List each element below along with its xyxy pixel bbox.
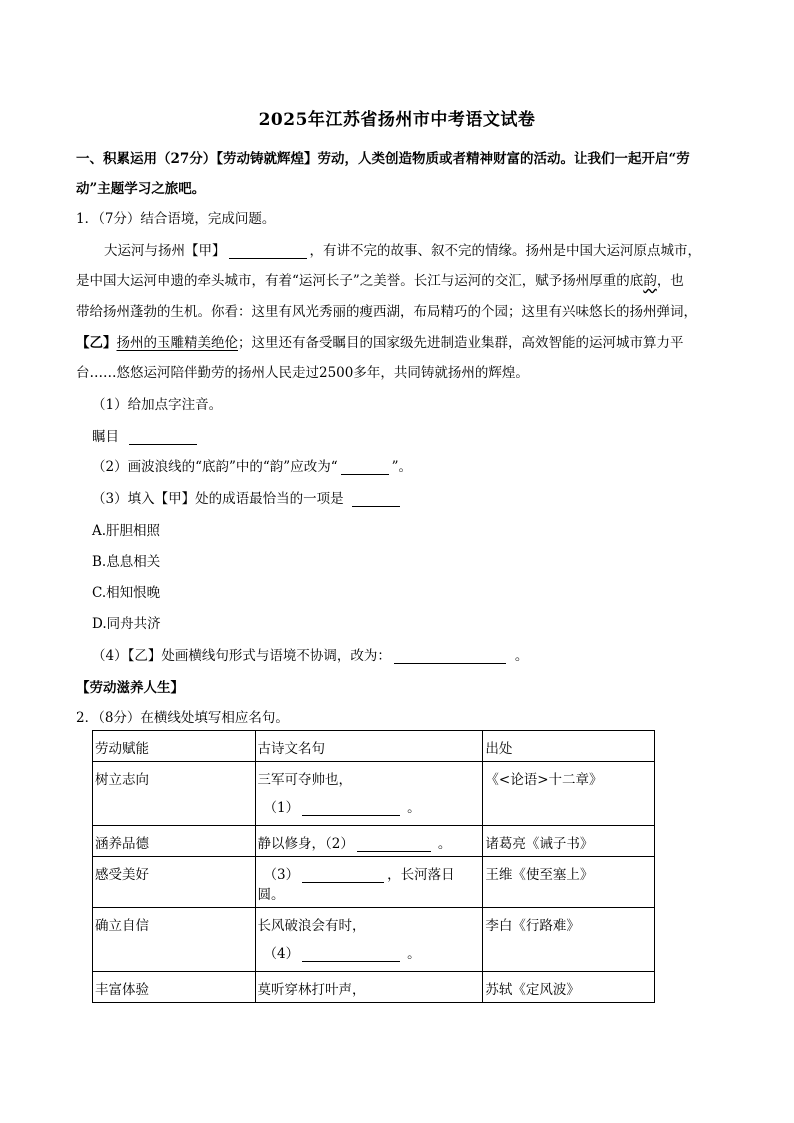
row3-poem: [255, 857, 483, 908]
passage-line-4: [76, 331, 684, 351]
row4-line2b: 。: [407, 946, 421, 962]
row1-line2: [258, 796, 481, 816]
q2-stem: 2．（8分）在横线处填写相应名句。: [76, 710, 289, 726]
blank-poem-1[interactable]: [302, 801, 400, 816]
blank-pinyin[interactable]: [129, 430, 197, 445]
row4-line2: [258, 942, 481, 962]
row4-source: 李白《行路难》: [483, 908, 655, 972]
passage-line-2: [76, 269, 684, 289]
table-header-row: [93, 731, 655, 762]
passage-line-5: 台……悠悠运河陪伴勤劳的扬州人民走过2500多年，共同铸就扬州的辉煌。: [76, 365, 529, 381]
header-source: 出处: [483, 731, 655, 762]
section1-heading-line2: 动”主题学习之旅吧。: [76, 181, 206, 197]
header-poem: 古诗文名句: [255, 731, 483, 762]
row3-line1a: （3）: [263, 867, 300, 883]
table-row: [93, 908, 655, 972]
blank-poem-4[interactable]: [302, 947, 400, 962]
blank-idiom-choice[interactable]: [352, 492, 400, 507]
q1-sub1-answer: [92, 425, 200, 445]
row5-theme: 丰富体验: [93, 972, 256, 1003]
section1-heading-line1: 一、积累运用（27分）【劳动铸就辉煌】劳动，人类创造物质或者精神财富的活动。让我们一起开启“劳: [76, 151, 690, 167]
row2-line1b: 。: [437, 836, 452, 852]
poem-table: [92, 730, 655, 1003]
option-a[interactable]: A.肝胆相照: [92, 523, 161, 539]
page-title: 2025年江苏省扬州市中考语文试卷: [258, 110, 536, 130]
row5-poem: 莫听穿林打叶声，: [255, 972, 483, 1003]
table-row: [93, 762, 655, 826]
row1-line1: 三军可夺帅也，: [257, 772, 353, 788]
table-row: [93, 972, 655, 1003]
passage-line-4-rest: ；这里还有备受瞩目的国家级先进制造业集群，高效智能的运河城市算力平: [238, 335, 684, 351]
q1-stem: 1．（7分）结合语境，完成问题。: [76, 211, 276, 227]
row4-line2a: （4）: [263, 946, 300, 962]
row3-theme: 感受美好: [93, 857, 256, 908]
passage-line-2b: ，也: [656, 273, 684, 289]
passage-line-3: 带给扬州蓬勃的生机。你看：这里有风光秀丽的瘦西湖，布局精巧的个园；这里有兴味悠长的扬州弹词，: [76, 304, 697, 320]
row3-source: 王维《使至塞上》: [483, 857, 655, 908]
row1-source: 《<论语>十二章》: [483, 762, 655, 826]
row2-poem: [255, 826, 483, 857]
table-row: [93, 826, 655, 857]
table-row: [93, 857, 655, 908]
row4-line1: 长风破浪会有时，: [257, 918, 366, 934]
q1-sub4a: （4）【乙】处画横线句形式与语境不协调，改为：: [92, 648, 391, 664]
q1-sub4: [92, 644, 528, 664]
row4-poem: [255, 908, 483, 972]
passage-line-1a: 大运河与扬州【甲】: [104, 243, 226, 259]
blank-poem-2[interactable]: [357, 837, 431, 852]
header-theme: 劳动赋能: [93, 731, 256, 762]
blank-rewrite-sentence[interactable]: [394, 649, 506, 664]
blank-correct-char[interactable]: [341, 460, 389, 475]
row2-theme: 涵养品德: [93, 826, 256, 857]
q1-sub2: [92, 455, 412, 475]
passage-line-1: [104, 239, 701, 259]
row1-poem: [255, 762, 483, 826]
row5-source: 苏轼《定风波》: [483, 972, 655, 1003]
row2-source: 诸葛亮《诫子书》: [483, 826, 655, 857]
q1-sub3-text: （3）填入【甲】处的成语最恰当的一项是: [92, 491, 344, 507]
row1-line2a: （1）: [263, 800, 300, 816]
row2-line1a: 静以修身，（2）: [257, 836, 354, 852]
row3-line1b: ，长河落日圆。: [257, 867, 455, 903]
q1-sub4b: 。: [514, 648, 529, 664]
section2-heading: 【劳动滋养人生】: [76, 680, 184, 696]
word-zhumu: 瞩目: [92, 429, 119, 445]
option-d[interactable]: D.同舟共济: [92, 616, 161, 632]
q1-sub2a: （2）画波浪线的“底韵”中的“韵”应改为“: [92, 459, 338, 475]
row1-line2b: 。: [407, 800, 421, 816]
underlined-sentence-yi: 扬州的玉雕精美绝伦: [116, 335, 238, 351]
row4-theme: 确立自信: [93, 908, 256, 972]
q1-sub2b: ”。: [391, 459, 413, 475]
passage-line-2a: 是中国大运河申遗的牵头城市，有着“运河长子”之美誉。长江与运河的交汇，赋予扬州厚重的底: [76, 273, 644, 289]
blank-poem-3[interactable]: [302, 868, 384, 883]
passage-line-1b: ，有讲不完的故事、叙不完的情缘。扬州是中国大运河原点城市，: [309, 243, 701, 259]
row1-theme: 树立志向: [93, 762, 256, 826]
passage-line-4-prefix: 【乙】: [76, 335, 117, 351]
wavy-char-yun: 韵: [643, 273, 657, 289]
option-c[interactable]: C.相知恨晚: [92, 585, 161, 601]
blank-jia[interactable]: [229, 244, 307, 259]
q1-sub3: [92, 487, 403, 507]
option-b[interactable]: B.息息相关: [92, 554, 161, 570]
q1-sub1: （1）给加点字注音。: [92, 397, 223, 413]
